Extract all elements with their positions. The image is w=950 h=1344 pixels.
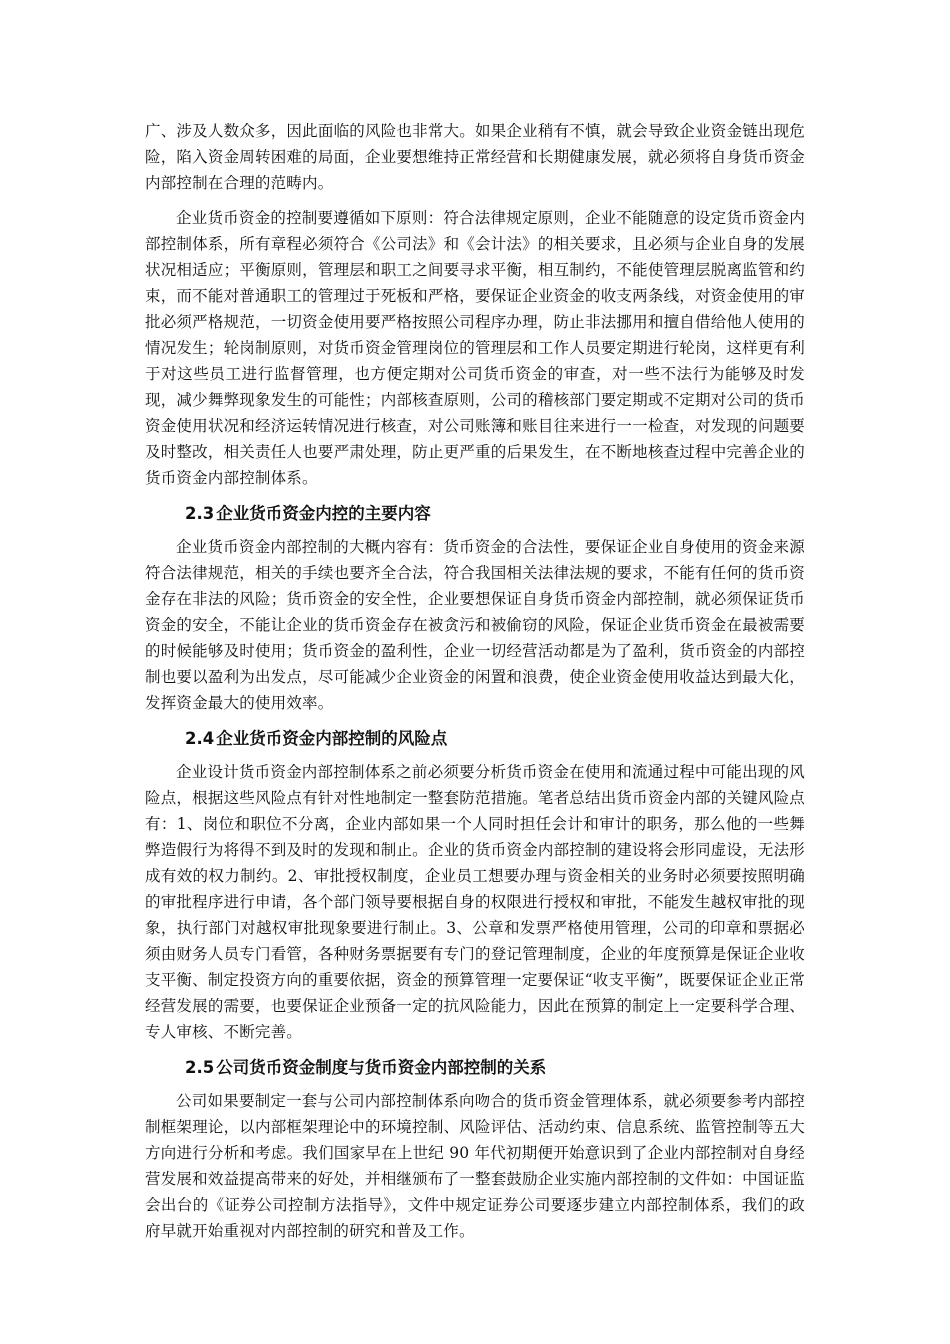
section-heading-2-3 [185,501,805,527]
section-heading-2-5 [185,1055,805,1081]
section-title: 企业货币资金内部控制的风险点 [216,729,448,748]
paragraph-principles: 企业货币资金的控制要遵循如下原则：符合法律规定原则，企业不能随意的设定货币资金内部控制体系，所有章程必须符合《公司法》和《会计法》的相关要求，且必须与企业自身的发展状况相适应；平衡原则，管理层和职工之间要寻求平衡，相互制约，不能使管理层脱离监管和约束，而不能对普通职工的管理过于死板和严格，要保证企业资金的收支两条线，对资金使用的审批必须严格规范，一切资金使用要严格按照公司程序办理，防止非法挪用和擅自借给他人使用的情况发生；轮岗制原则，对货币资金管理岗位的管理层和工作人员要定期进行轮岗，这样更有利于对这些员工进行监督管理，也方便定期对公司货币资金的审查，对一些不法行为能够及时发现，减少舞弊现象发生的可能性；内部核查原则，公司的稽核部门要定期或不定期对公司的货币资金使用状况和经济运转情况进行核查，对公司账簿和账目往来进行一一检查，对发现的问题要及时整改，相关责任人也要严肃处理，防止更严重的后果发生，在不断地核查过程中完善企业的货币资金内部控制体系。 [145,209,805,487]
section-number: 2.3 [185,504,215,523]
section-title: 企业货币资金内控的主要内容 [216,504,431,523]
section-number: 2.4 [185,729,215,748]
paragraph-main-content: 企业货币资金内部控制的大概内容有：货币资金的合法性，要保证企业自身使用的资金来源符合法律规范，相关的手续也要齐全合法，符合我国相关法律法规的要求，不能有任何的货币资金存在非法的风险；货币资金的安全性，企业要想保证自身货币资金内部控制，就必须保证货币资金的安全，不能让企业的货币资金存在被贪污和被偷窃的风险，保证企业货币资金在最被需要的时候能够及时使用；货币资金的盈利性，企业一切经营活动都是为了盈利，货币资金的内部控制也要以盈利为出发点，尽可能减少企业资金的闲置和浪费，使企业资金使用收益达到最大化，发挥资金最大的使用效率。 [145,538,805,712]
document-page [145,118,805,1244]
paragraph-continuation: 广、涉及人数众多，因此面临的风险也非常大。如果企业稍有不慎，就会导致企业资金链出现危险，陷入资金周转困难的局面，企业要想维持正常经营和长期健康发展，就必须将自身货币资金内部控制在合理的范畴内。 [145,122,805,192]
paragraph-risk-points: 企业设计货币资金内部控制体系之前必须要分析货币资金在使用和流通过程中可能出现的风险点，根据这些风险点有针对性地制定一整套防范措施。笔者总结出货币资金内部的关键风险点有：1、岗位和职位不分离，企业内部如果一个人同时担任会计和审计的职务，那么他的一些舞弊造假行为将得不到及时的发现和制止。企业的货币资金内部控制的建设将会形同虚设，无法形成有效的权力制约。2、审批授权制度，企业员工想要办理与资金相关的业务时必须要按照明确的审批程序进行申请，各个部门领导要根据自身的权限进行授权和审批，不能发生越权审批的现象，执行部门对越权审批现象要进行制止。3、公章和发票严格使用管理，公司的印章和票据必须由财务人员专门看管，各种财务票据要有专门的登记管理制度，企业的年度预算是保证企业收支平衡、制定投资方向的重要依据，资金的预算管理一定要保证“收支平衡”，既要保证企业正常经营发展的需要，也要保证企业预备一定的抗风险能力，因此在预算的制定上一定要科学合理、专人审核、不断完善。 [145,763,805,1041]
section-title: 公司货币资金制度与货币资金内部控制的关系 [216,1058,547,1077]
section-number: 2.5 [185,1058,215,1077]
section-heading-2-4 [185,726,805,752]
paragraph-relationship: 公司如果要制定一套与公司内部控制体系向吻合的货币资金管理体系，就必须要参考内部控制框架理论，以内部框架理论中的环境控制、风险评估、活动约束、信息系统、监管控制等五大方向进行分析和考虑。我们国家早在上世纪 90 年代初期便开始意识到了企业内部控制对自身经营发展和效益提高带来的好处，并相继颁布了一整套鼓励企业实施内部控制的文件如：中国证监会出台的《证券公司控制方法指导》，文件中规定证券公司要逐步建立内部控制体系，我们的政府早就开始重视对内部控制的研究和普及工作。 [145,1092,805,1240]
